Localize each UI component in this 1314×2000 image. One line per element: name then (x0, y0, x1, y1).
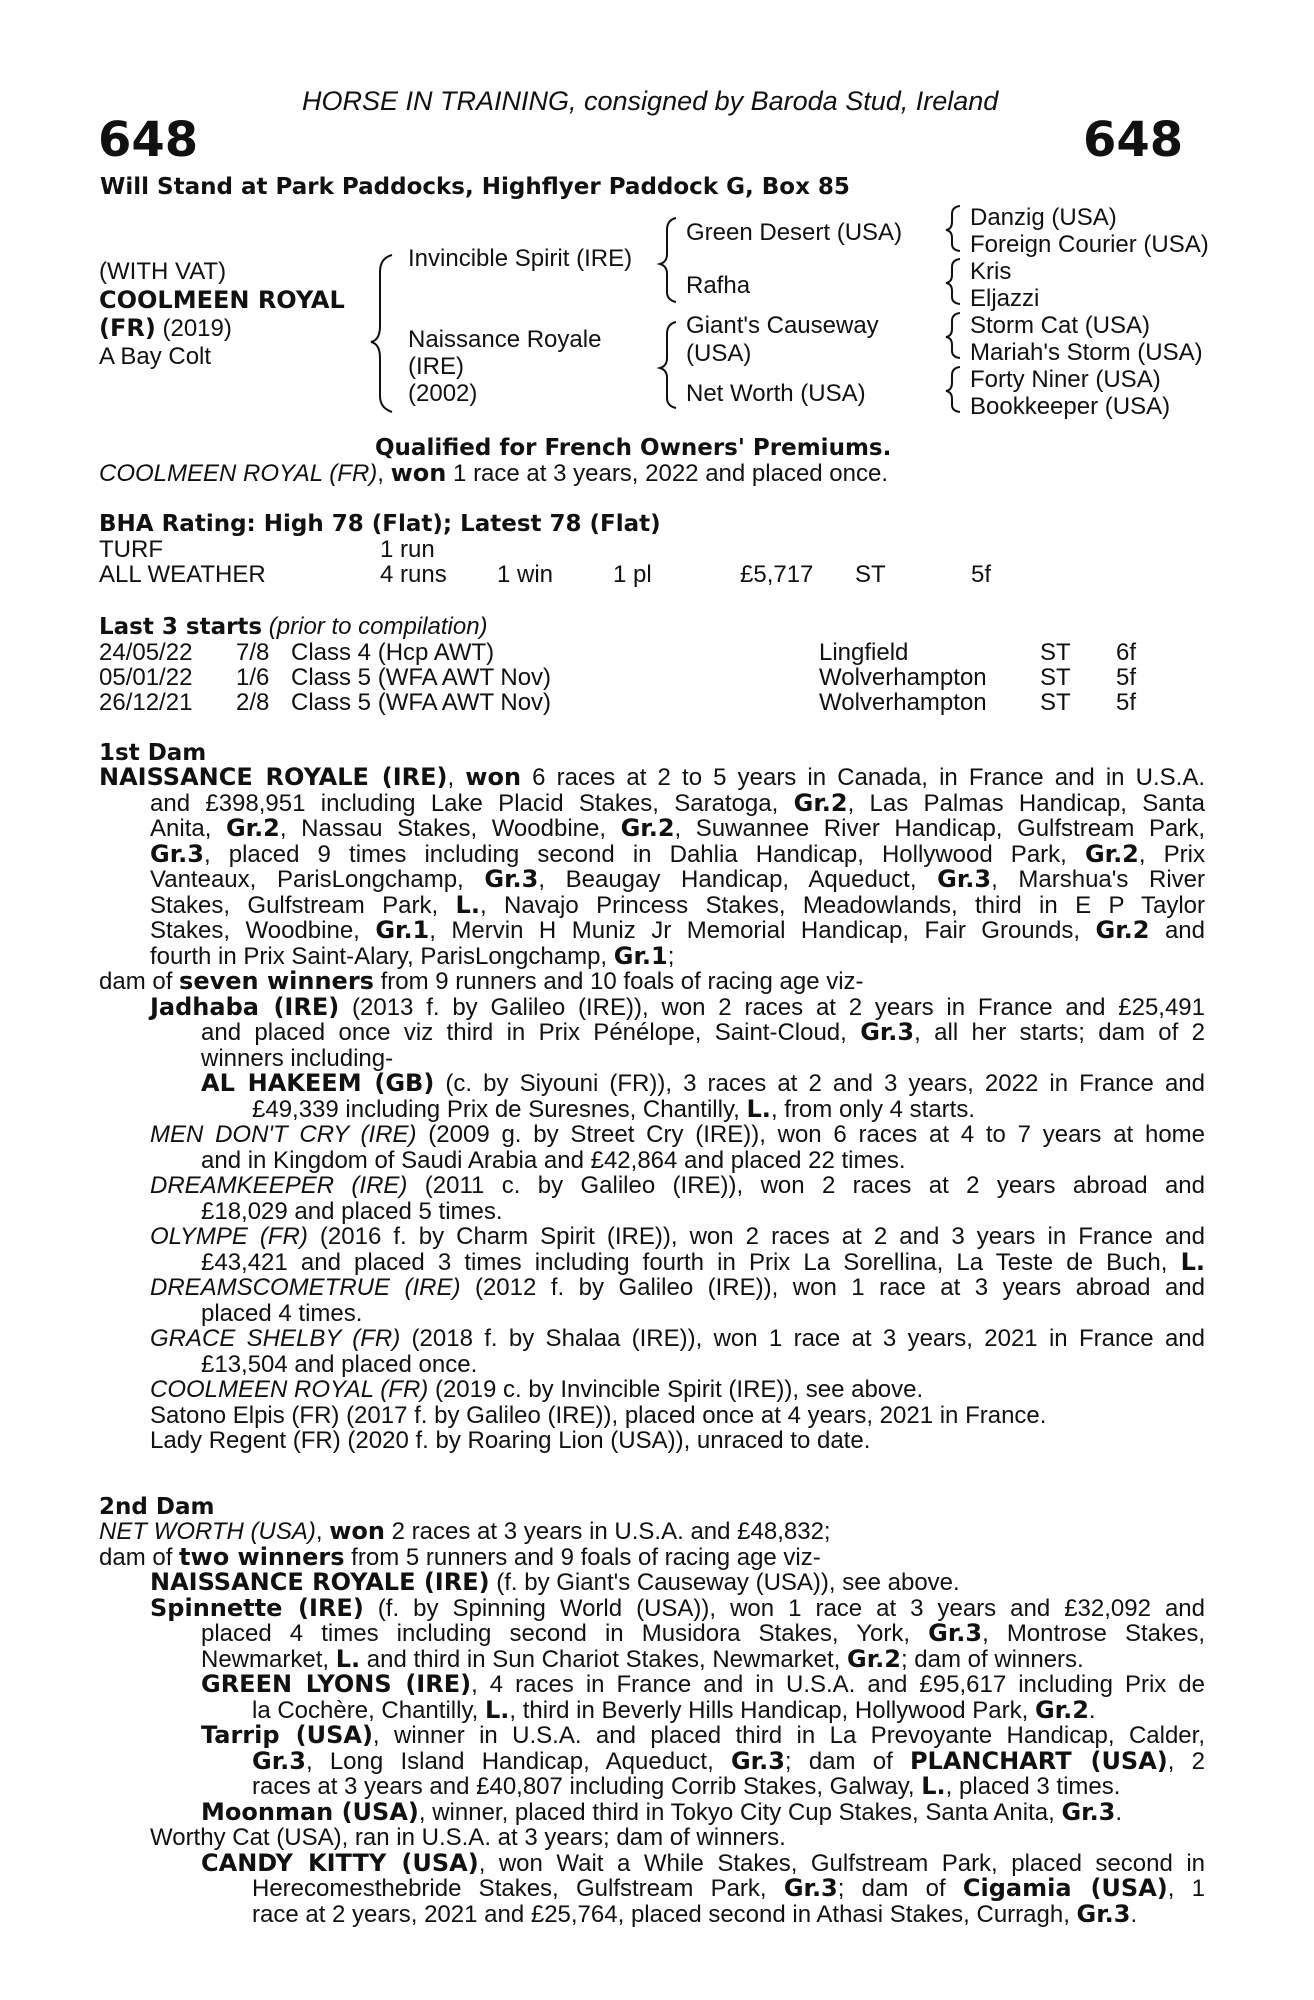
sd-tarrip: Tarrip (USA), winner in U.S.A. and placed third in La Prevoyante Handicap, Calder, (201, 1721, 1205, 1749)
record-earnings: £5,717 (740, 561, 814, 588)
pedigree-dam-3: (2002) (408, 380, 478, 407)
horse-name: COOLMEEN ROYAL (99, 286, 345, 314)
start-distance: 5f (1116, 689, 1137, 716)
pedigree-ds-1: Giant's Causeway (686, 312, 879, 339)
pedigree-dss: Storm Cat (USA) (970, 312, 1151, 339)
horse-year: (2019) (162, 315, 232, 342)
vat-label: (WITH VAT) (99, 258, 227, 285)
pedigree-ss: Green Desert (USA) (686, 219, 903, 246)
pedigree-sd: Rafha (686, 272, 751, 299)
start-going: ST (1040, 664, 1071, 691)
pedigree-dam-1: Naissance Royale (408, 326, 602, 353)
brace-ds (946, 313, 960, 358)
last-starts-note: (prior to compilation) (268, 613, 488, 640)
pedigree-sds: Kris (970, 258, 1012, 285)
start-date: 05/01/22 (99, 664, 193, 691)
second-dam-title: 2nd Dam (99, 1494, 215, 1520)
summary-name: COOLMEEN ROYAL (FR) (99, 460, 378, 487)
record-going: ST (855, 561, 886, 588)
fd-dreamscometrue: DREAMSCOMETRUE (IRE) (2012 f. by Galileo (IRE)), won 1 race at 3 years abroad and (150, 1274, 1205, 1301)
pedigree-ds-2: (USA) (686, 340, 752, 367)
record-runs: 1 run (380, 536, 435, 563)
start-course: Wolverhampton (819, 689, 987, 716)
pedigree-dsd: Mariah's Storm (USA) (970, 339, 1203, 366)
brace-sire (660, 218, 676, 302)
fd-jadhaba: Jadhaba (IRE) (2013 f. by Galileo (IRE)), won 2 races at 2 years in France and £25,491 (150, 992, 1205, 1021)
fd-dreamkeeper: DREAMKEEPER (IRE) (2011 c. by Galileo (IRE)), won 2 races at 2 years abroad and (150, 1172, 1206, 1199)
sd-spinnette: Spinnette (IRE) (f. by Spinning World (USA)), won 1 race at 3 years and £32,092 and (150, 1593, 1205, 1622)
fd-produce-intro: dam of seven winners from 9 runners and 10 foals of racing age viz- (99, 967, 864, 995)
start-going: ST (1040, 689, 1071, 716)
record-distance: 5f (971, 561, 992, 588)
record-surface: ALL WEATHER (99, 561, 266, 588)
sd-produce-list: NAISSANCE ROYALE (IRE) (f. by Giant's Causeway (USA)), see above. Spinnette (IRE) (f. by Spinning World (USA)), won 1 race at 3 years and £32,092 and placed 4 times including second in Musidora Stakes, York, Gr.3, Montrose Stakes, Newmarket, L. and third in Sun Chariot Stakes, Newmarket, Gr.2; dam of winners. GREEN LYONS (IRE), 4 races in France and in U.S.A. and £95,617 including Prix de la Cochère, Chantilly, L., third in Beverly Hills Handicap, Hollywood Park, Gr.2. Tarrip (USA), winner in U.S.A. and placed third in La Prevoyante Handicap, Calder, Gr.3, Long Island Handicap, Aqueduct, Gr.3; dam of PLANCHART (USA), 2 races at 3 years and £40,807 including Corrib Stakes, Galway, L., placed 3 times. Moonman (USA), winner, placed third in Tokyo City Cup Stakes, Santa Anita, Gr.3. Worthy Cat (USA), ran in U.S.A. at 3 years; dam of winners. CANDY KITTY (USA), won Wait a While Stakes, Gulfstream Park, placed second in Herecomesthebride Stakes, Gulfstream Park, Gr.3; dam of Cigamia (USA), 1 race at 2 years, 2021 and £25,764, placed second in Athasi Stakes, Curragh, Gr.3. (150, 1568, 1206, 1928)
second-dam-section (99, 1519, 1205, 1927)
fd-produce-list: Jadhaba (IRE) (2013 f. by Galileo (IRE)), won 2 races at 2 years in France and £25,491 and placed once viz third in Prix Pénélope, Saint-Cloud, Gr.3, all her starts; dam of 2 winners including- AL HAKEEM (GB) (c. by Siyouni (FR)), 3 races at 2 and 3 years, 2022 in France and £49,339 including Prix de Suresnes, Chantilly, L., from only 4 starts. MEN DON'T CRY (IRE) (2009 g. by Street Cry (IRE)), won 6 races at 4 to 7 years at home and in Kingdom of Saudi Arabia and £42,864 and placed 22 times. DREAMKEEPER (IRE) (2011 c. by Galileo (IRE)), won 2 races at 2 years abroad and £18,029 and placed 5 times. OLYMPE (FR) (2016 f. by Charm Spirit (IRE)), won 2 races at 2 and 3 years in France and £43,421 and placed 3 times including fourth in Prix La Sorellina, La Teste de Buch, L. DREAMSCOMETRUE (IRE) (2012 f. by Galileo (IRE)), won 1 race at 3 years abroad and placed 4 times. GRACE SHELBY (FR) (2018 f. by Shalaa (IRE)), won 1 race at 3 years, 2021 in France and £13,504 and placed once. COOLMEEN ROYAL (FR) (2019 c. by Invincible Spirit (IRE)), see above. Satono Elpis (FR) (2017 f. by Galileo (IRE)), placed once at 4 years, 2021 in France. Lady Regent (FR) (2020 f. by Roaring Lion (USA)), unraced to date. (150, 992, 1206, 1454)
fd-olympe: OLYMPE (FR) (2016 f. by Charm Spirit (IRE)), won 2 races at 2 and 3 years in France and (150, 1223, 1205, 1250)
fd-dam-record: and £398,951 including Lake Placid Stakes, Saratoga, Gr.2, Las Palmas Handicap, Santa Anita, Gr.2, Nassau Stakes, Woodbine, Gr.2, Suwannee River Handicap, Gulfstream Park, Gr.3, placed 9 times including second in Dahlia Handicap, Hollywood Park, Gr.2, Prix Vanteaux, ParisLongchamp, Gr.3, Beaugay Handicap, Aqueduct, Gr.3, Marshua's River Stakes, Gulfstream Park, L., Navajo Princess Stakes, Meadowlands, third in E P Taylor Stakes, Woodbine, Gr.1, Mervin H Muniz Jr Memorial Handicap, Fair Grounds, Gr.2 and fourth in Prix Saint-Alary, ParisLongchamp, Gr.1; (150, 788, 1206, 970)
sd-moonman: Moonman (USA), winner, placed third in Tokyo City Cup Stakes, Santa Anita, Gr.3. (201, 1797, 1123, 1826)
start-going: ST (1040, 639, 1071, 666)
lot-number-left: 648 (98, 112, 199, 168)
bha-rating: BHA Rating: High 78 (Flat); Latest 78 (Flat) (99, 511, 661, 537)
start-position: 1/6 (236, 664, 270, 691)
sd-green-lyons: GREEN LYONS (IRE), 4 races in France and in U.S.A. and £95,617 including Prix de (201, 1670, 1205, 1698)
consignment-line: HORSE IN TRAINING, consigned by Baroda Stud, Ireland (302, 86, 999, 116)
horse-country: (FR) (99, 314, 156, 342)
start-distance: 6f (1116, 639, 1137, 666)
fd-coolmeen-royal: COOLMEEN ROYAL (FR) (2019 c. by Invincible Spirit (IRE)), see above. (150, 1376, 924, 1403)
sd-produce-intro: dam of two winners from 5 runners and 9 foals of racing age viz- (99, 1542, 821, 1571)
start-date: 24/05/22 (99, 639, 193, 666)
record-placed: 1 pl (613, 561, 652, 588)
summary-rest: 1 race at 3 years, 2022 and placed once. (453, 460, 889, 487)
start-position: 7/8 (236, 639, 270, 666)
brace-main (371, 255, 392, 412)
start-race: Class 4 (Hcp AWT) (291, 639, 495, 666)
premiums-note: Qualified for French Owners' Premiums. (375, 435, 892, 461)
fd-al-hakeem: AL HAKEEM (GB) (c. by Siyouni (FR)), 3 races at 2 and 3 years, 2022 in France and £49,339 including Prix de Suresnes, Chantilly, L., from only 4 starts. (201, 1069, 1205, 1123)
pedigree-sire: Invincible Spirit (IRE) (408, 245, 633, 272)
pedigree-sdd: Eljazzi (970, 285, 1040, 312)
fd-dam-name: NAISSANCE ROYALE (IRE) (99, 763, 448, 791)
record-runs: 4 runs (380, 561, 447, 588)
brace-dd (946, 367, 960, 412)
record-surface: TURF (99, 536, 163, 563)
record-wins: 1 win (497, 561, 554, 588)
start-course: Wolverhampton (819, 664, 987, 691)
fd-men-dont-cry: MEN DON'T CRY (IRE) (2009 g. by Street Cry (IRE)), won 6 races at 4 to 7 years at home (150, 1121, 1205, 1148)
pedigree-dd: Net Worth (USA) (686, 380, 866, 407)
sd-candy-kitty: CANDY KITTY (USA), won Wait a While Stakes, Gulfstream Park, placed second in (201, 1848, 1205, 1877)
pedigree-ddd: Bookkeeper (USA) (970, 393, 1171, 420)
start-course: Lingfield (819, 639, 909, 666)
start-date: 26/12/21 (99, 689, 193, 716)
sd-dam-line: NET WORTH (USA), won 2 races at 3 years in U.S.A. and £48,832; (99, 1517, 831, 1545)
sd-worthy-cat: Worthy Cat (USA), ran in U.S.A. at 3 years; dam of winners. (150, 1824, 786, 1851)
summary-comma: , (377, 460, 384, 487)
brace-ss (946, 206, 960, 251)
brace-sd (946, 259, 960, 304)
first-dam-section (99, 765, 1205, 1454)
fd-grace-shelby: GRACE SHELBY (FR) (2018 f. by Shalaa (IRE)), won 1 race at 3 years, 2021 in France and (150, 1325, 1205, 1352)
fd-satono-elpis: Satono Elpis (FR) (2017 f. by Galileo (IRE)), placed once at 4 years, 2021 in France. (150, 1401, 1047, 1429)
lot-number-right: 648 (1083, 112, 1184, 168)
fd-line: NAISSANCE ROYALE (IRE), won 6 races at 2 to 5 years in Canada, in France and in U.S.A. (99, 763, 1206, 791)
first-dam-title: 1st Dam (99, 740, 207, 766)
horse-description: A Bay Colt (99, 343, 212, 370)
start-race: Class 5 (WFA AWT Nov) (291, 664, 552, 691)
last-starts-heading (99, 615, 488, 639)
brace-dam (660, 322, 676, 408)
pedigree-dds: Forty Niner (USA) (970, 366, 1161, 393)
start-race: Class 5 (WFA AWT Nov) (291, 689, 552, 716)
pedigree-dam-2: (IRE) (408, 353, 464, 380)
start-distance: 5f (1116, 664, 1137, 691)
last-starts-title: Last 3 starts (99, 614, 263, 640)
fd-lady-regent: Lady Regent (FR) (2020 f. by Roaring Lion (USA)), unraced to date. (150, 1427, 871, 1454)
pedigree-sss: Danzig (USA) (970, 204, 1117, 231)
sd-naissance-royale: NAISSANCE ROYALE (IRE) (f. by Giant's Causeway (USA)), see above. (150, 1568, 960, 1596)
pedigree-ssd: Foreign Courier (USA) (970, 231, 1209, 258)
summary-won: won (390, 459, 447, 487)
location-line: Will Stand at Park Paddocks, Highflyer Paddock G, Box 85 (100, 174, 850, 200)
race-summary (99, 461, 888, 486)
start-position: 2/8 (236, 689, 270, 716)
